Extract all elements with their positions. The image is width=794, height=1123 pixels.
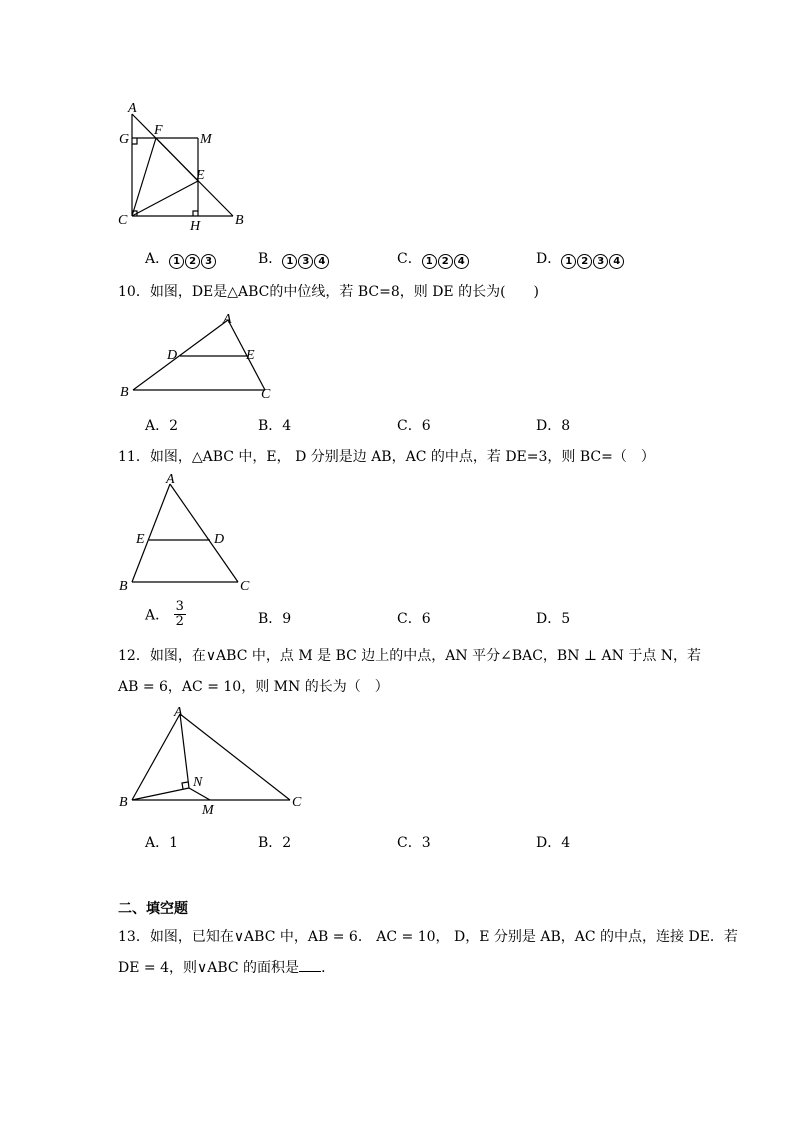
- q12-figure: [112, 700, 312, 820]
- circled-number: 3: [593, 254, 608, 269]
- circled-number: 1: [561, 254, 576, 269]
- q10-label-a: A: [223, 312, 232, 327]
- answer-blank[interactable]: [299, 959, 321, 972]
- circled-number: 4: [314, 254, 329, 269]
- circled-number: 1: [169, 254, 184, 269]
- q12-label-m: M: [202, 803, 214, 818]
- q9-label-c: C: [118, 213, 128, 228]
- q10-option-d[interactable]: D．8: [536, 418, 571, 434]
- q12-option-c[interactable]: C．3: [397, 835, 431, 851]
- q13-stem-line2-end: ．: [321, 960, 336, 976]
- q12-option-a[interactable]: A．1: [145, 835, 179, 851]
- q9-option-b[interactable]: [258, 248, 330, 269]
- q11-option-c[interactable]: C．6: [397, 611, 431, 627]
- q11-option-a-label: A．: [145, 607, 170, 624]
- q10-figure: [115, 308, 285, 403]
- q10-label-e: E: [246, 348, 255, 363]
- q9-label-h: H: [190, 219, 201, 234]
- q10-option-b[interactable]: B．4: [258, 418, 292, 434]
- q13-stem-line2: [118, 957, 335, 977]
- section-title: 二、填空题: [118, 901, 188, 917]
- q10-label-c: C: [261, 387, 271, 402]
- q11-label-a: A: [166, 472, 175, 487]
- q13-stem-line2-text: DE = 4，则∨ABC 的面积是: [118, 960, 300, 976]
- q9-option-c[interactable]: [397, 248, 470, 269]
- circled-number: 2: [185, 254, 200, 269]
- circled-number: 1: [422, 254, 437, 269]
- q12-stem-line2: AB = 6，AC = 10，则 MN 的长为（ ）: [118, 679, 389, 695]
- q11-option-a[interactable]: [145, 600, 186, 629]
- circled-number: 4: [454, 254, 469, 269]
- fraction-denominator: 2: [175, 614, 184, 629]
- q9-options: [0, 248, 794, 268]
- q11-label-c: C: [240, 579, 250, 594]
- q12-label-b: B: [119, 795, 128, 810]
- circled-number: 2: [438, 254, 453, 269]
- q9-option-a[interactable]: [145, 248, 217, 269]
- q11-option-d[interactable]: D．5: [536, 611, 571, 627]
- q9-label-f: F: [154, 123, 163, 138]
- q9-label-m: M: [200, 132, 212, 147]
- q10-options: [0, 415, 794, 435]
- q9-option-b-label: B．: [258, 251, 283, 267]
- q10-option-a[interactable]: A．2: [145, 418, 179, 434]
- q12-option-b[interactable]: B．2: [258, 835, 292, 851]
- q13-stem-line1: 13．如图，已知在∨ABC 中，AB = 6． AC = 10， D，E 分别是 AB，AC 的中点，连接 DE．若: [118, 929, 738, 945]
- q9-label-g: G: [119, 132, 130, 147]
- q11-label-b: B: [119, 579, 128, 594]
- q11-stem: 11．如图，△ABC 中，E， D 分别是边 AB，AC 的中点，若 DE=3，则 BC=（ ）: [118, 449, 655, 465]
- q9-label-e: E: [196, 168, 205, 183]
- q11-options: [0, 600, 794, 636]
- q11-option-b[interactable]: B．9: [258, 611, 292, 627]
- fraction-numerator: 3: [175, 599, 184, 614]
- circled-number: 3: [201, 254, 216, 269]
- q11-label-e: E: [136, 532, 145, 547]
- q12-label-n: N: [193, 775, 203, 790]
- q11-label-d: D: [214, 532, 225, 547]
- q9-option-d[interactable]: [536, 248, 625, 269]
- q9-label-b: B: [235, 213, 244, 228]
- circled-number: 3: [298, 254, 313, 269]
- q9-option-d-label: D．: [536, 251, 562, 267]
- q9-figure: [110, 100, 260, 235]
- q10-stem: 10．如图，DE是△ABC的中位线，若 BC=8，则 DE 的长为( ): [118, 284, 540, 300]
- q11-figure: [112, 470, 262, 595]
- q9-option-c-label: C．: [397, 251, 422, 267]
- q12-option-d[interactable]: D．4: [536, 835, 571, 851]
- q9-option-a-label: A．: [145, 251, 170, 267]
- circled-number: 2: [577, 254, 592, 269]
- q9-label-a: A: [128, 101, 137, 116]
- q12-label-a: A: [174, 705, 183, 720]
- q12-stem-line1: 12．如图，在∨ABC 中，点 M 是 BC 边上的中点，AN 平分∠BAC，BN ⊥ AN 于点 N，若: [118, 648, 702, 664]
- q10-option-c[interactable]: C．6: [397, 418, 431, 434]
- q10-label-d: D: [167, 348, 178, 363]
- q11-option-a-fraction: [174, 600, 186, 629]
- circled-number: 1: [282, 254, 297, 269]
- q12-options: [0, 832, 794, 852]
- q10-label-b: B: [120, 385, 129, 400]
- circled-number: 4: [609, 254, 624, 269]
- q12-label-c: C: [292, 795, 302, 810]
